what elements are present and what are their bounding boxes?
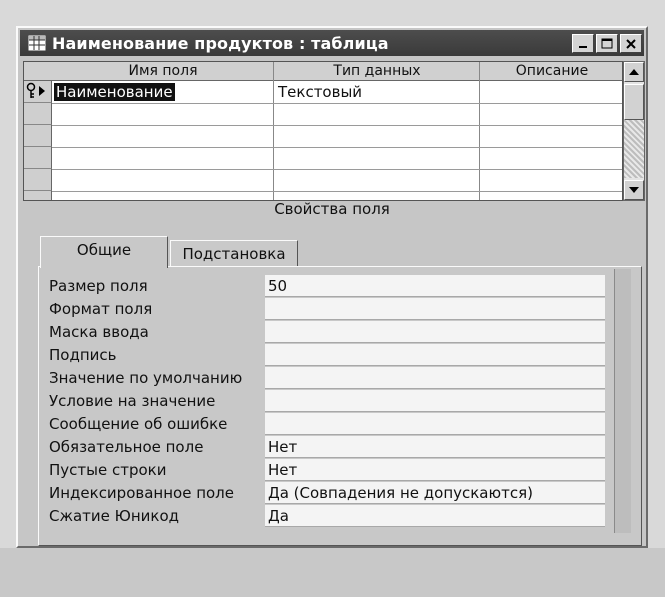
property-value-input[interactable]	[265, 390, 605, 412]
row-selector[interactable]	[24, 147, 52, 169]
row-divider	[52, 103, 622, 104]
maximize-icon	[601, 38, 613, 49]
page-background	[0, 548, 665, 597]
field-properties-panel	[38, 266, 642, 546]
field-design-grid	[23, 61, 623, 201]
data-type-cell[interactable]: Текстовый	[278, 83, 363, 101]
table-design-window	[16, 26, 648, 548]
arrow-up-icon	[629, 69, 639, 75]
column-header-field-name[interactable]: Имя поля	[52, 62, 274, 81]
title-bar[interactable]	[20, 30, 644, 56]
row-selector-header	[24, 62, 52, 81]
table-icon	[28, 35, 46, 51]
minimize-icon	[578, 39, 588, 49]
grid-vertical-scrollbar[interactable]	[623, 61, 645, 201]
property-label: Индексированное поле	[49, 484, 235, 502]
property-label: Пустые строки	[49, 461, 167, 479]
property-value-input[interactable]	[265, 321, 605, 343]
property-value-input[interactable]: Да (Совпадения не допускаются)	[265, 482, 605, 504]
column-divider	[479, 62, 480, 200]
property-label: Маска ввода	[49, 323, 149, 341]
minimize-button[interactable]	[572, 34, 594, 53]
column-header-data-type[interactable]: Тип данных	[274, 62, 480, 81]
property-label: Условие на значение	[49, 392, 216, 410]
field-properties-caption: Свойства поля	[274, 200, 390, 218]
property-value-input[interactable]: 50	[265, 275, 605, 297]
primary-key-icon	[24, 81, 50, 101]
window-title: Наименование продуктов : таблица	[52, 33, 389, 53]
property-label: Подпись	[49, 346, 117, 364]
property-label: Формат поля	[49, 300, 153, 318]
arrow-down-icon	[629, 187, 639, 193]
row-selector[interactable]	[24, 169, 52, 191]
property-value-input[interactable]	[265, 298, 605, 320]
property-value-input[interactable]	[265, 413, 605, 435]
property-value-input[interactable]: Нет	[265, 459, 605, 481]
close-icon	[626, 39, 636, 49]
close-button[interactable]	[620, 34, 642, 53]
property-label: Значение по умолчанию	[49, 369, 243, 387]
column-divider	[273, 62, 274, 200]
scroll-track[interactable]	[624, 120, 644, 178]
property-label: Сжатие Юникод	[49, 507, 180, 525]
maximize-button[interactable]	[596, 34, 618, 53]
row-selector[interactable]	[24, 103, 52, 125]
column-header-description[interactable]: Описание	[480, 62, 623, 81]
property-value-input[interactable]: Да	[265, 505, 605, 527]
row-divider	[52, 125, 622, 126]
row-selector[interactable]	[24, 125, 52, 147]
property-label: Сообщение об ошибке	[49, 415, 228, 433]
scroll-down-button[interactable]	[624, 180, 644, 200]
scroll-up-button[interactable]	[624, 62, 644, 82]
field-name-cell[interactable]: Наименование	[56, 83, 173, 101]
row-selector[interactable]	[24, 81, 52, 103]
scroll-thumb[interactable]	[624, 84, 644, 120]
row-divider	[52, 169, 622, 170]
panel-scroll-strip	[614, 269, 631, 533]
tab-lookup[interactable]: Подстановка	[170, 240, 298, 268]
tab-general[interactable]: Общие	[40, 236, 168, 268]
property-value-input[interactable]	[265, 344, 605, 366]
row-divider	[52, 147, 622, 148]
property-value-input[interactable]: Нет	[265, 436, 605, 458]
property-value-input[interactable]	[265, 367, 605, 389]
property-label: Обязательное поле	[49, 438, 204, 456]
property-label: Размер поля	[49, 277, 148, 295]
row-divider	[52, 191, 622, 192]
